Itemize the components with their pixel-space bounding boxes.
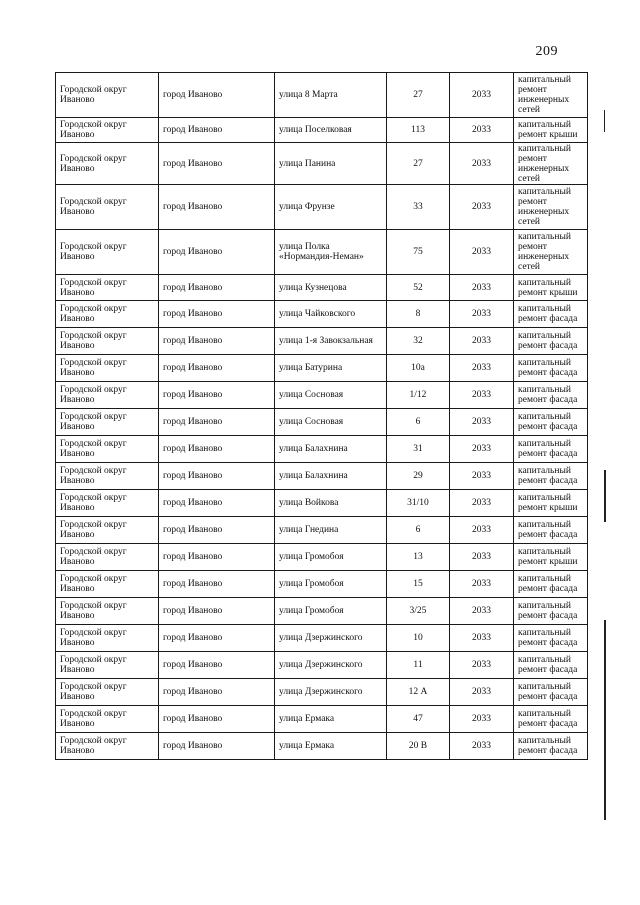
- cell-vid: капитальный ремонт фасада: [514, 679, 588, 706]
- cell-okrug: Городской округ Иваново: [56, 185, 159, 230]
- cell-ulica: улица Сосновая: [275, 409, 387, 436]
- table-row: [56, 571, 588, 598]
- cell-gorod: город Иваново: [159, 652, 275, 679]
- scan-margin-line: [604, 470, 606, 522]
- table-row: [56, 328, 588, 355]
- cell-okrug: Городской округ Иваново: [56, 118, 159, 143]
- cell-vid: капитальный ремонт фасада: [514, 382, 588, 409]
- cell-dom: 27: [387, 73, 450, 118]
- cell-dom: 12 А: [387, 679, 450, 706]
- table-row: [56, 301, 588, 328]
- cell-god: 2033: [450, 301, 514, 328]
- cell-vid: капитальный ремонт фасада: [514, 301, 588, 328]
- cell-vid: капитальный ремонт фасада: [514, 517, 588, 544]
- cell-god: 2033: [450, 490, 514, 517]
- cell-gorod: город Иваново: [159, 409, 275, 436]
- cell-okrug: Городской округ Иваново: [56, 328, 159, 355]
- repair-schedule-table: [55, 72, 588, 760]
- table-row: [56, 118, 588, 143]
- cell-dom: 31/10: [387, 490, 450, 517]
- cell-ulica: улица Кузнецова: [275, 275, 387, 301]
- cell-god: 2033: [450, 143, 514, 185]
- cell-dom: 3/25: [387, 598, 450, 625]
- cell-dom: 32: [387, 328, 450, 355]
- cell-ulica: улица Панина: [275, 143, 387, 185]
- cell-okrug: Городской округ Иваново: [56, 409, 159, 436]
- table-row: [56, 230, 588, 275]
- cell-okrug: Городской округ Иваново: [56, 355, 159, 382]
- cell-dom: 1/12: [387, 382, 450, 409]
- table-row: [56, 598, 588, 625]
- table-row: [56, 679, 588, 706]
- cell-god: 2033: [450, 275, 514, 301]
- cell-okrug: Городской округ Иваново: [56, 571, 159, 598]
- cell-ulica: улица Ермака: [275, 706, 387, 733]
- cell-okrug: Городской округ Иваново: [56, 275, 159, 301]
- cell-okrug: Городской округ Иваново: [56, 490, 159, 517]
- table-row: [56, 544, 588, 571]
- cell-dom: 10а: [387, 355, 450, 382]
- cell-dom: 6: [387, 517, 450, 544]
- cell-okrug: Городской округ Иваново: [56, 382, 159, 409]
- cell-dom: 31: [387, 436, 450, 463]
- cell-god: 2033: [450, 185, 514, 230]
- cell-okrug: Городской округ Иваново: [56, 679, 159, 706]
- cell-gorod: город Иваново: [159, 733, 275, 760]
- cell-dom: 20 В: [387, 733, 450, 760]
- cell-dom: 75: [387, 230, 450, 275]
- cell-ulica: улица Поселковая: [275, 118, 387, 143]
- cell-god: 2033: [450, 733, 514, 760]
- cell-vid: капитальный ремонт крыши: [514, 490, 588, 517]
- cell-dom: 27: [387, 143, 450, 185]
- cell-ulica: улица Фрунзе: [275, 185, 387, 230]
- table-row: [56, 463, 588, 490]
- cell-ulica: улица Громобоя: [275, 598, 387, 625]
- table-row: [56, 275, 588, 301]
- cell-okrug: Городской округ Иваново: [56, 625, 159, 652]
- cell-dom: 11: [387, 652, 450, 679]
- cell-ulica: улица Дзержинского: [275, 625, 387, 652]
- cell-dom: 33: [387, 185, 450, 230]
- cell-vid: капитальный ремонт фасада: [514, 355, 588, 382]
- cell-dom: 13: [387, 544, 450, 571]
- cell-gorod: город Иваново: [159, 679, 275, 706]
- cell-ulica: улица Чайковского: [275, 301, 387, 328]
- cell-ulica: улица Полка «Нормандия-Неман»: [275, 230, 387, 275]
- table-row: [56, 382, 588, 409]
- cell-dom: 47: [387, 706, 450, 733]
- cell-okrug: Городской округ Иваново: [56, 436, 159, 463]
- cell-ulica: улица Балахнина: [275, 436, 387, 463]
- cell-god: 2033: [450, 328, 514, 355]
- cell-okrug: Городской округ Иваново: [56, 544, 159, 571]
- cell-gorod: город Иваново: [159, 301, 275, 328]
- cell-dom: 8: [387, 301, 450, 328]
- cell-gorod: город Иваново: [159, 143, 275, 185]
- cell-gorod: город Иваново: [159, 598, 275, 625]
- cell-gorod: город Иваново: [159, 185, 275, 230]
- scan-margin-line: [604, 110, 605, 132]
- cell-okrug: Городской округ Иваново: [56, 706, 159, 733]
- cell-vid: капитальный ремонт фасада: [514, 571, 588, 598]
- cell-god: 2033: [450, 598, 514, 625]
- table-row: [56, 185, 588, 230]
- cell-okrug: Городской округ Иваново: [56, 463, 159, 490]
- cell-dom: 15: [387, 571, 450, 598]
- cell-god: 2033: [450, 679, 514, 706]
- cell-ulica: улица Балахнина: [275, 463, 387, 490]
- cell-vid: капитальный ремонт фасада: [514, 463, 588, 490]
- table-row: [56, 73, 588, 118]
- cell-ulica: улица Громобоя: [275, 544, 387, 571]
- cell-ulica: улица Дзержинского: [275, 652, 387, 679]
- cell-okrug: Городской округ Иваново: [56, 230, 159, 275]
- cell-ulica: улица Ермака: [275, 733, 387, 760]
- table-row: [56, 517, 588, 544]
- cell-ulica: улица Гнедина: [275, 517, 387, 544]
- cell-okrug: Городской округ Иваново: [56, 733, 159, 760]
- cell-okrug: Городской округ Иваново: [56, 652, 159, 679]
- cell-vid: капитальный ремонт фасада: [514, 733, 588, 760]
- table-row: [56, 355, 588, 382]
- cell-ulica: улица Сосновая: [275, 382, 387, 409]
- cell-vid: капитальный ремонт фасада: [514, 436, 588, 463]
- cell-dom: 52: [387, 275, 450, 301]
- cell-vid: капитальный ремонт фасада: [514, 328, 588, 355]
- cell-vid: капитальный ремонт фасада: [514, 598, 588, 625]
- cell-gorod: город Иваново: [159, 328, 275, 355]
- cell-gorod: город Иваново: [159, 463, 275, 490]
- table-row: [56, 706, 588, 733]
- table-row: [56, 143, 588, 185]
- cell-gorod: город Иваново: [159, 571, 275, 598]
- cell-god: 2033: [450, 463, 514, 490]
- cell-dom: 113: [387, 118, 450, 143]
- cell-god: 2033: [450, 652, 514, 679]
- cell-okrug: Городской округ Иваново: [56, 143, 159, 185]
- cell-okrug: Городской округ Иваново: [56, 301, 159, 328]
- cell-vid: капитальный ремонт инженерных сетей: [514, 73, 588, 118]
- cell-dom: 29: [387, 463, 450, 490]
- cell-god: 2033: [450, 409, 514, 436]
- cell-okrug: Городской округ Иваново: [56, 73, 159, 118]
- cell-okrug: Городской округ Иваново: [56, 517, 159, 544]
- cell-vid: капитальный ремонт инженерных сетей: [514, 143, 588, 185]
- cell-gorod: город Иваново: [159, 436, 275, 463]
- cell-god: 2033: [450, 118, 514, 143]
- page-number: 209: [535, 44, 558, 59]
- table-row: [56, 625, 588, 652]
- cell-gorod: город Иваново: [159, 73, 275, 118]
- cell-gorod: город Иваново: [159, 355, 275, 382]
- cell-god: 2033: [450, 436, 514, 463]
- table-row: [56, 490, 588, 517]
- cell-gorod: город Иваново: [159, 490, 275, 517]
- cell-ulica: улица Батурина: [275, 355, 387, 382]
- cell-vid: капитальный ремонт крыши: [514, 118, 588, 143]
- cell-vid: капитальный ремонт фасада: [514, 706, 588, 733]
- cell-vid: капитальный ремонт инженерных сетей: [514, 230, 588, 275]
- cell-vid: капитальный ремонт фасада: [514, 409, 588, 436]
- table-row: [56, 409, 588, 436]
- cell-gorod: город Иваново: [159, 230, 275, 275]
- cell-god: 2033: [450, 355, 514, 382]
- cell-ulica: улица Громобоя: [275, 571, 387, 598]
- cell-god: 2033: [450, 706, 514, 733]
- cell-gorod: город Иваново: [159, 275, 275, 301]
- cell-god: 2033: [450, 625, 514, 652]
- cell-gorod: город Иваново: [159, 706, 275, 733]
- cell-gorod: город Иваново: [159, 382, 275, 409]
- cell-ulica: улица 1-я Завокзальная: [275, 328, 387, 355]
- cell-gorod: город Иваново: [159, 118, 275, 143]
- cell-vid: капитальный ремонт инженерных сетей: [514, 185, 588, 230]
- cell-gorod: город Иваново: [159, 625, 275, 652]
- cell-dom: 6: [387, 409, 450, 436]
- cell-okrug: Городской округ Иваново: [56, 598, 159, 625]
- scan-margin-line: [604, 620, 606, 820]
- table-body: [56, 73, 588, 760]
- cell-vid: капитальный ремонт крыши: [514, 544, 588, 571]
- cell-god: 2033: [450, 230, 514, 275]
- cell-gorod: город Иваново: [159, 544, 275, 571]
- cell-god: 2033: [450, 73, 514, 118]
- cell-god: 2033: [450, 571, 514, 598]
- table-row: [56, 733, 588, 760]
- cell-god: 2033: [450, 517, 514, 544]
- cell-ulica: улица 8 Марта: [275, 73, 387, 118]
- cell-vid: капитальный ремонт фасада: [514, 652, 588, 679]
- cell-gorod: город Иваново: [159, 517, 275, 544]
- table-row: [56, 652, 588, 679]
- cell-vid: капитальный ремонт крыши: [514, 275, 588, 301]
- cell-ulica: улица Войкова: [275, 490, 387, 517]
- cell-dom: 10: [387, 625, 450, 652]
- cell-god: 2033: [450, 382, 514, 409]
- cell-vid: капитальный ремонт фасада: [514, 625, 588, 652]
- cell-ulica: улица Дзержинского: [275, 679, 387, 706]
- cell-god: 2033: [450, 544, 514, 571]
- table-row: [56, 436, 588, 463]
